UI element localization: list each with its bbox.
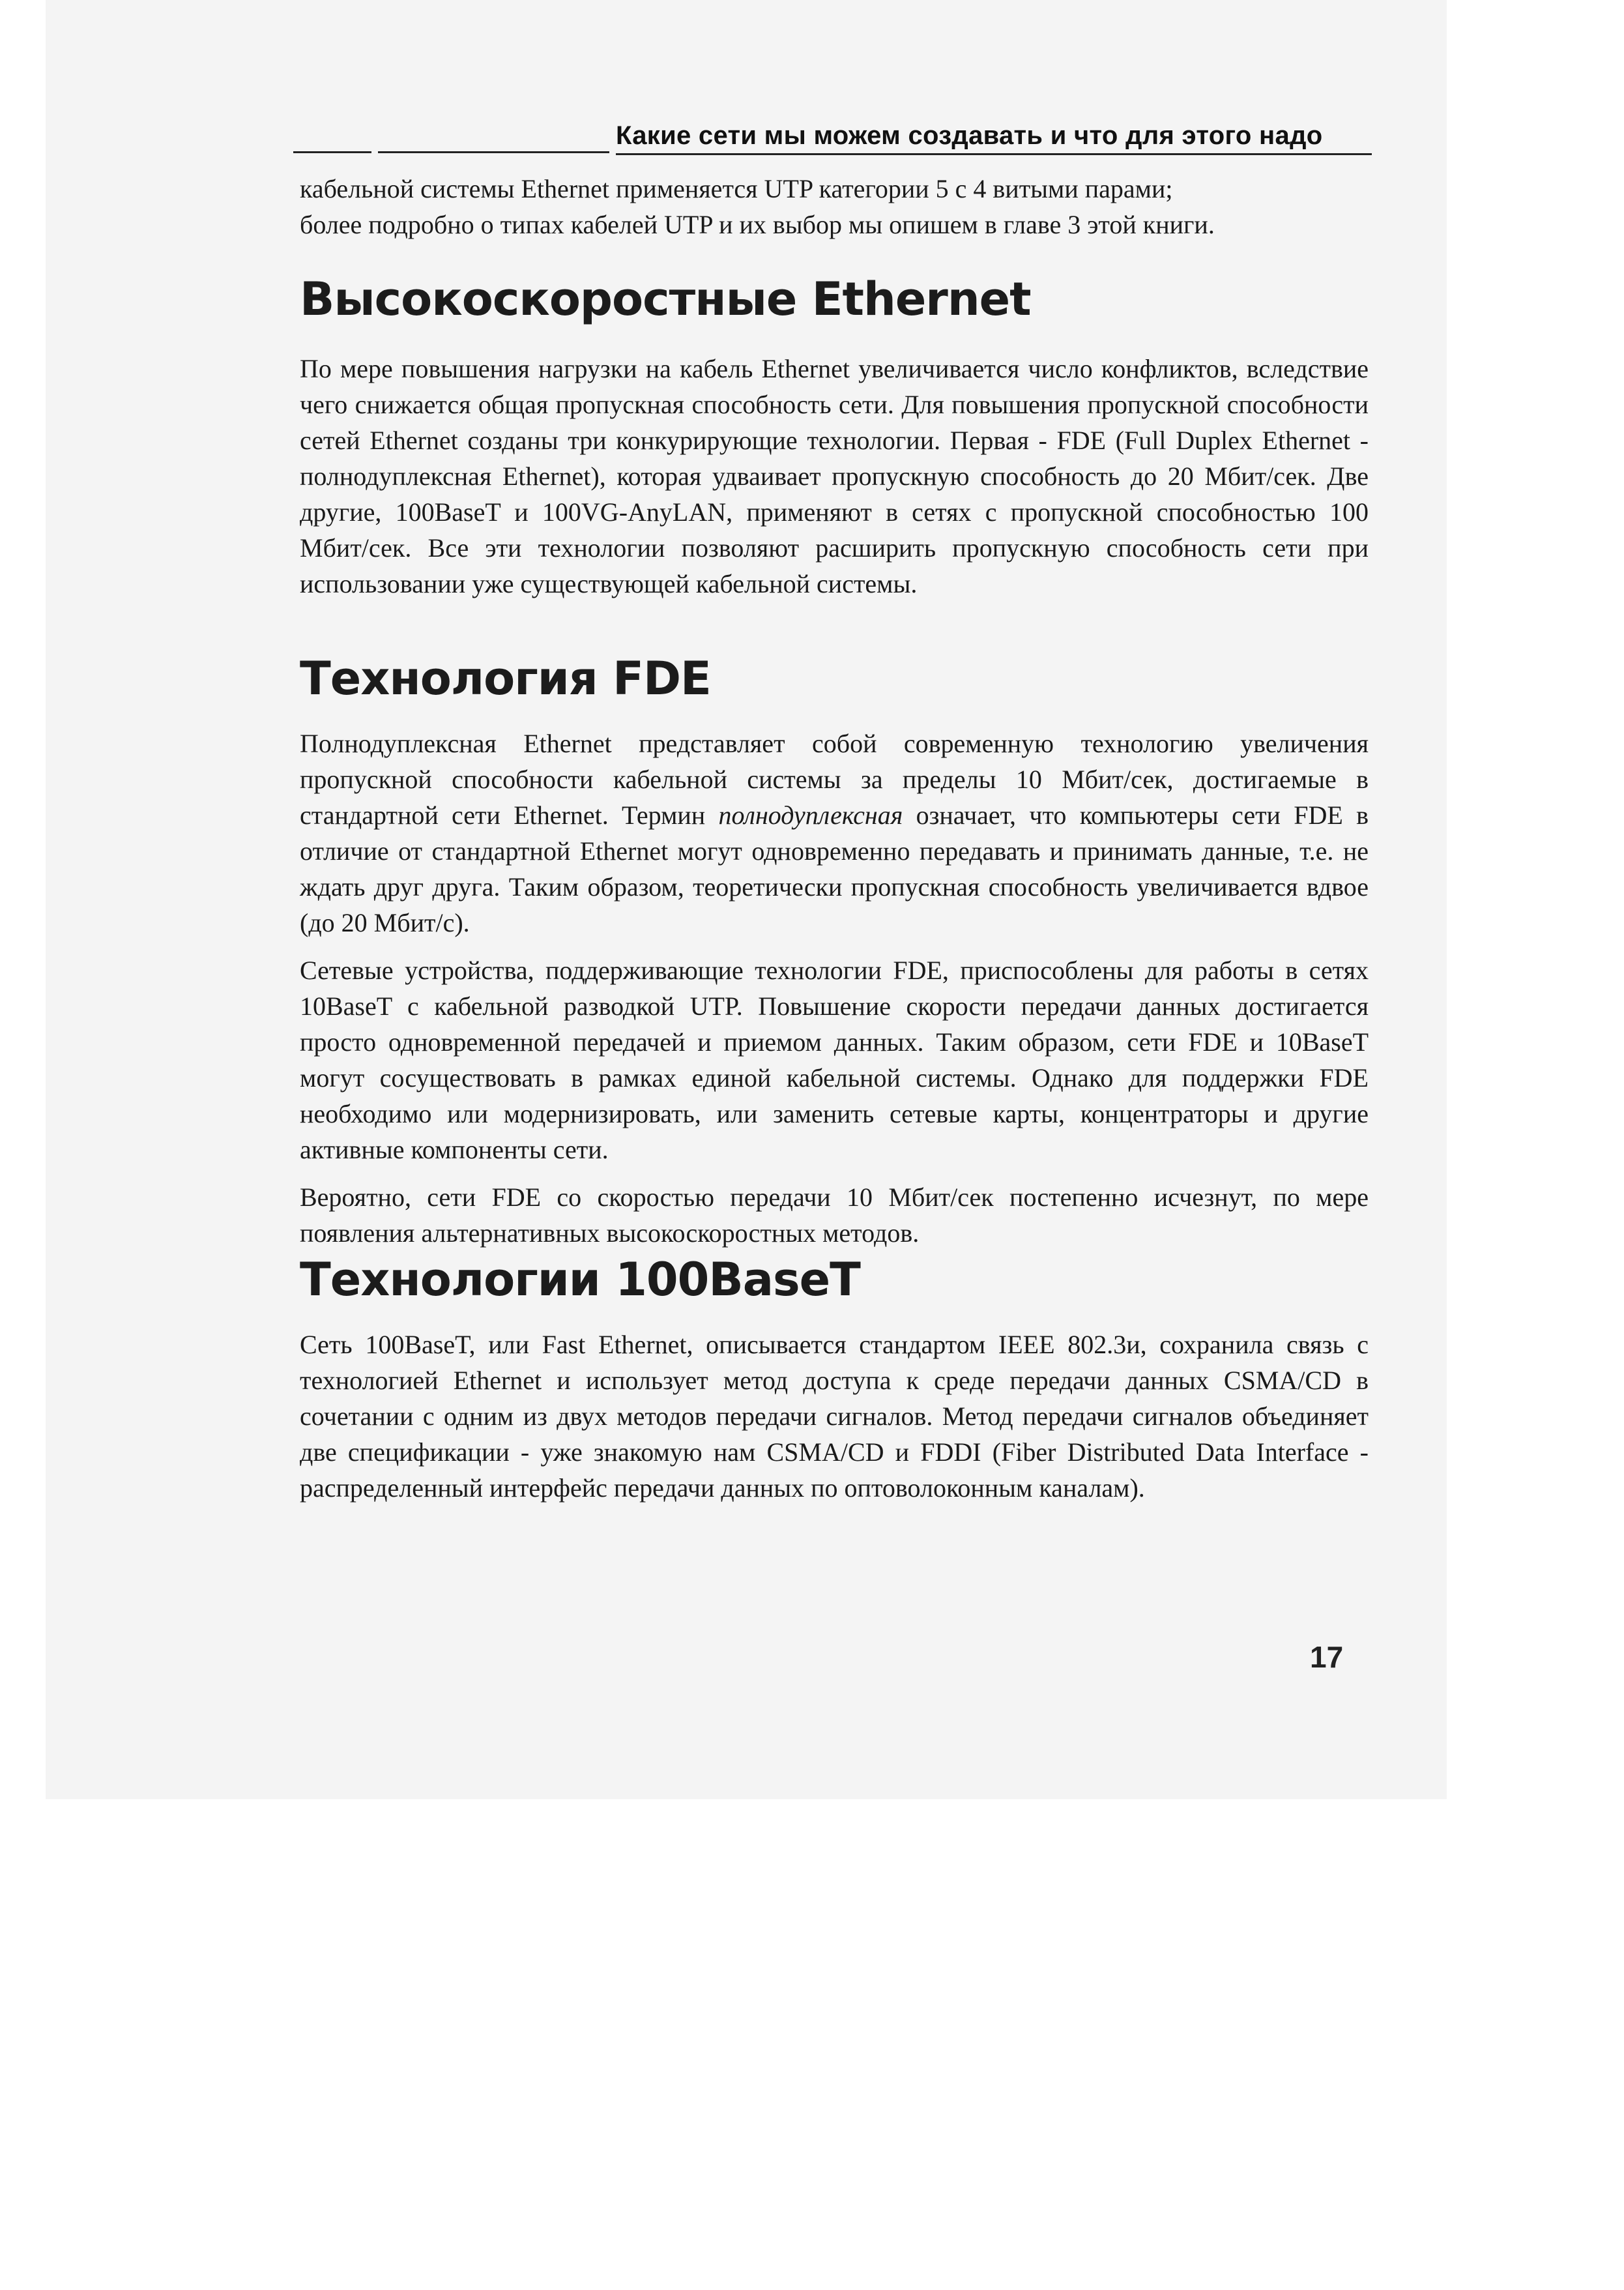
section-title: Технологии 100BaseT [300, 1253, 860, 1306]
paragraph [300, 726, 1369, 941]
paragraph: Сеть 100BaseT, или Fast Ethernet, описывается стандартом IEEE 802.3и, сохранила связь с технологией Ethernet и использует метод доступа к среде передачи данных CSMA/CD в сочетании с одним из двух методов передачи сигналов. Метод передачи сигналов объединяет две спецификации - уже знакомую нам CSMA/CD и FDDI (Fiber Distributed Data Interface - распределенный интерфейс передачи данных по оптоволоконным каналам). [300, 1330, 1369, 1503]
intro-line-2: более подробно о типах кабелей UTP и их выбор мы опишем в главе 3 этой книги. [300, 210, 1215, 239]
section-body [300, 726, 1369, 1263]
paragraph: По мере повышения нагрузки на кабель Ethernet увеличивается число конфликтов, вследствие чего снижается общая пропускная способность сети. Для повышения пропускной способности сетей Ethernet созданы три конкурирующие технологии. Первая - FDE (Full Duplex Ethernet - полнодуплексная Ethernet), которая удваивает пропускную способность до 20 Мбит/сек. Две другие, 100BaseT и 100VG-AnyLAN, применяют в сетях с пропускной способностью 100 Мбит/сек. Все эти технологии позволяют расширить пропускную способность сети при использовании уже существующей кабельной системы. [300, 354, 1369, 598]
section-body [300, 351, 1369, 613]
paragraph: Сетевые устройства, поддерживающие технологии FDE, приспособлены для работы в сетях 10BaseT с кабельной разводкой UTP. Повышение скорости передачи данных достигается просто одновременной передачей и приемом данных. Таким образом, сети FDE и 10BaseT могут сосуществовать в рамках единой кабельной системы. Однако для поддержки FDE необходимо или модернизировать, или заменить сетевые карты, концентраторы и другие активные компоненты сети. [300, 956, 1369, 1164]
section-100baset [300, 1253, 1369, 1306]
page-number: 17 [1310, 1640, 1344, 1674]
header-rule [378, 151, 609, 153]
section-high-speed-ethernet [300, 272, 1369, 326]
text-run: означает, что компьютеры сети FDE в отличие от стандартной Ethernet могут одновременно передавать и принимать данные, т.е. не ждать друг друга. Таким образом, теоретически пропускная способность увеличивается вдвое (до 20 Мбит/с). [300, 800, 1369, 937]
emphasis-term: полнодуплексная [718, 800, 903, 830]
running-head: Какие сети мы можем создавать и что для этого надо [616, 121, 1372, 155]
section-fde [300, 652, 1369, 705]
intro-line-1: кабельной системы Ethernet применяется UTP категории 5 с 4 витыми парами; [300, 174, 1173, 203]
intro-block [300, 171, 1369, 242]
text-run: Полнодуплексная Ethernet представляет собой современную технологию увеличения пропускной способности кабельной системы за пределы 10 Мбит/сек, достигаемые в стандартной сети Ethernet. Термин [300, 729, 1369, 830]
header-rule [293, 151, 371, 153]
section-body [300, 1327, 1369, 1518]
section-title: Технология FDE [300, 652, 711, 705]
paragraph: Вероятно, сети FDE со скоростью передачи 10 Мбит/сек постепенно исчезнут, по мере появления альтернативных высокоскоростных методов. [300, 1182, 1369, 1248]
section-title: Высокоскоростные Ethernet [300, 272, 1031, 326]
